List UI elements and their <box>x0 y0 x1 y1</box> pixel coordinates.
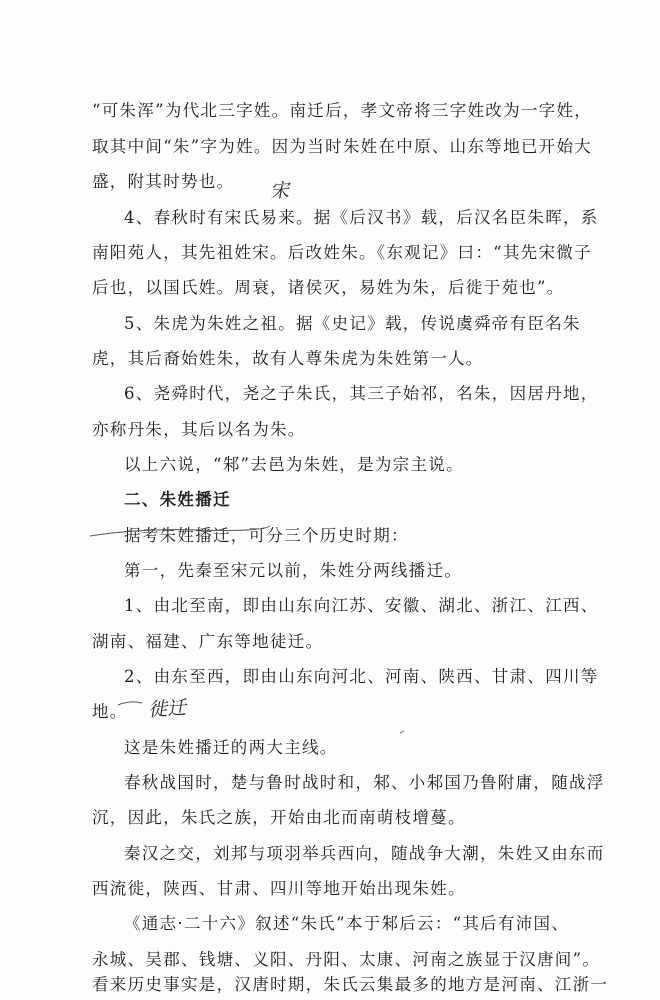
text-line: 以上六说，“邾”去邑为朱姓，是为宗主说。 <box>124 455 464 474</box>
text-line: 看来历史事实是，汉唐时期，朱氏云集最多的地方是河南、江浙一 <box>92 975 609 994</box>
handwritten-note: 徙迁 <box>147 696 187 722</box>
text-line: 永城、吴郡、钱塘、义阳、丹阳、太康、河南之族显于汉唐间”。 <box>92 950 601 969</box>
text-line: 春秋战国时，楚与鲁时战时和，邾、小邾国乃鲁附庸，随战浮 <box>124 773 605 792</box>
text-line: 秦汉之交，刘邦与项羽举兵西向，随战争大潮，朱姓又由东而 <box>124 844 605 863</box>
text-line: 第一，先秦至宋元以前，朱姓分两线播迁。 <box>124 561 463 580</box>
handwritten-note: 宋 <box>269 179 290 203</box>
text-line: 盛，附其时势也。 <box>92 172 235 191</box>
text-line: “可朱浑”为代北三字姓。南迁后，孝文帝将三字姓改为一字姓， <box>92 101 593 120</box>
ink-dot <box>400 731 404 733</box>
text-line: 后也，以国氏姓。周衰，诸侯灭，易姓为朱，后徙于苑也”。 <box>92 278 565 297</box>
text-line: 6、尧舜时代，尧之子朱氏，其三子始祁，名朱，因居丹地， <box>124 384 599 403</box>
text-line: 《通志·二十六》叙述“朱氏”本于邾后云：“其后有沛国、 <box>124 914 570 933</box>
text-line: 西流徙，陕西、甘肃、四川等地开始出现朱姓。 <box>92 879 466 898</box>
text-line: 4、春秋时有宋氏易来。据《后汉书》载，后汉名臣朱晖，系 <box>124 208 599 227</box>
text-line: 1、由北至南，即由山东向江苏、安徽、湖北、浙江、江西、 <box>124 596 599 615</box>
text-line: 这是朱姓播迁的两大主线。 <box>124 738 338 757</box>
text-line: 沉，因此，朱氏之族，开始由北而南萌枝增蔓。 <box>92 808 466 827</box>
text-line: 地。 <box>92 702 128 721</box>
text-line: 亦称丹朱，其后以名为朱。 <box>92 420 306 439</box>
text-line: 南阳苑人，其先祖姓宋。后改姓朱。《东观记》曰：“其先宋微子 <box>92 243 592 262</box>
dash-mark <box>118 702 142 705</box>
text-line: 虎，其后裔始姓朱，故有人尊朱虎为朱姓第一人。 <box>92 349 484 368</box>
text-line: 湖南、福建、广东等地徒迁。 <box>92 632 324 651</box>
text-line: 2、由东至西，即由山东向河北、河南、陕西、甘肃、四川等 <box>124 667 599 686</box>
section-heading: 二、朱姓播迁 <box>124 490 231 509</box>
text-line: 取其中间“朱”字为姓。因为当时朱姓在中原、山东等地已开始大 <box>92 137 593 156</box>
text-line: 5、朱虎为朱姓之祖。据《史记》载，传说虞舜帝有臣名朱 <box>124 314 581 333</box>
underline-mark <box>90 526 270 536</box>
text-line: 据考朱姓播迁，可分三个历史时期： <box>124 526 409 545</box>
